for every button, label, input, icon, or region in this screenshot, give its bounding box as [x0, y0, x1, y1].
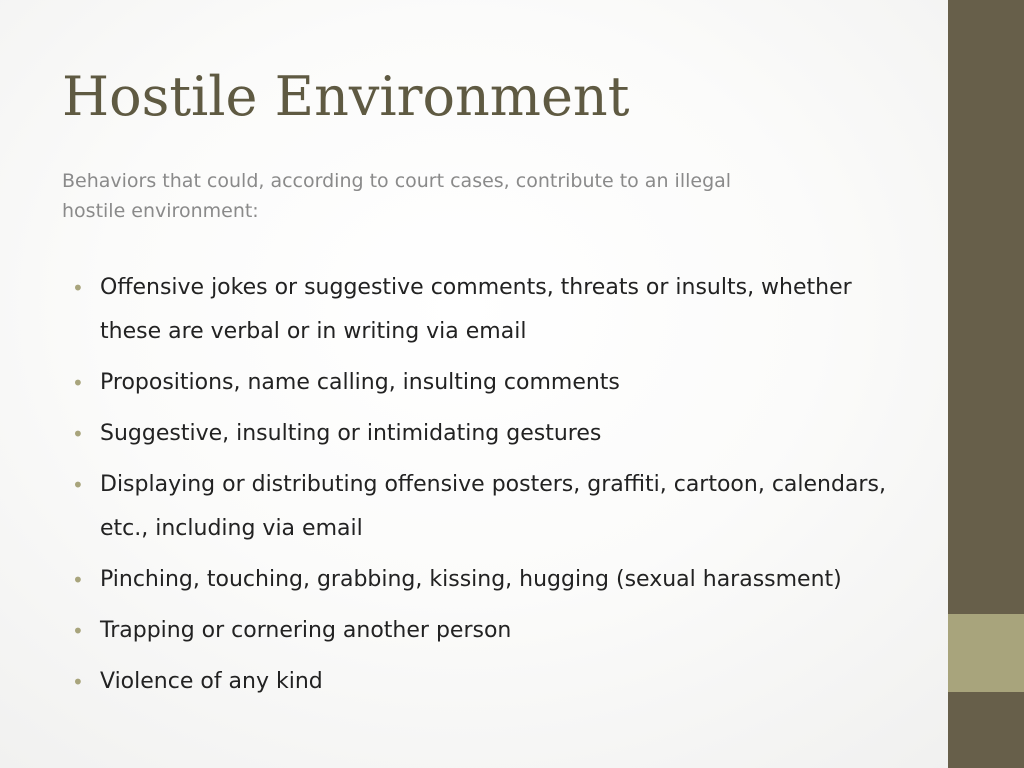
slide-title: Hostile Environment	[62, 65, 630, 128]
bullet-text: Trapping or cornering another person	[100, 618, 512, 643]
bullet-dot-icon: •	[72, 422, 84, 446]
bullet-item	[70, 412, 910, 456]
slide-subtitle: Behaviors that could, according to court cases, contribute to an illegal hostile environment:	[62, 170, 732, 222]
bullet-item	[70, 609, 910, 653]
bullet-item	[70, 361, 910, 405]
bullet-item	[70, 660, 910, 704]
bullet-text: Violence of any kind	[100, 669, 323, 694]
side-decor-accent	[948, 614, 1024, 692]
bullet-dot-icon: •	[72, 276, 84, 300]
bullet-item	[70, 558, 910, 602]
bullet-item	[70, 266, 910, 354]
bullet-dot-icon: •	[72, 670, 84, 694]
bullet-list	[70, 266, 910, 711]
bullet-text: Propositions, name calling, insulting comments	[100, 370, 620, 395]
bullet-text: Pinching, touching, grabbing, kissing, hugging (sexual harassment)	[100, 567, 842, 592]
bullet-text: Suggestive, insulting or intimidating gestures	[100, 421, 602, 446]
bullet-dot-icon: •	[72, 568, 84, 592]
bullet-dot-icon: •	[72, 371, 84, 395]
bullet-item	[70, 463, 910, 551]
bullet-text: Offensive jokes or suggestive comments, threats or insults, whether these are verbal or in writing via email	[100, 275, 852, 344]
bullet-dot-icon: •	[72, 473, 84, 497]
bullet-text: Displaying or distributing offensive posters, graffiti, cartoon, calendars, etc., including via email	[100, 472, 886, 541]
bullet-dot-icon: •	[72, 619, 84, 643]
